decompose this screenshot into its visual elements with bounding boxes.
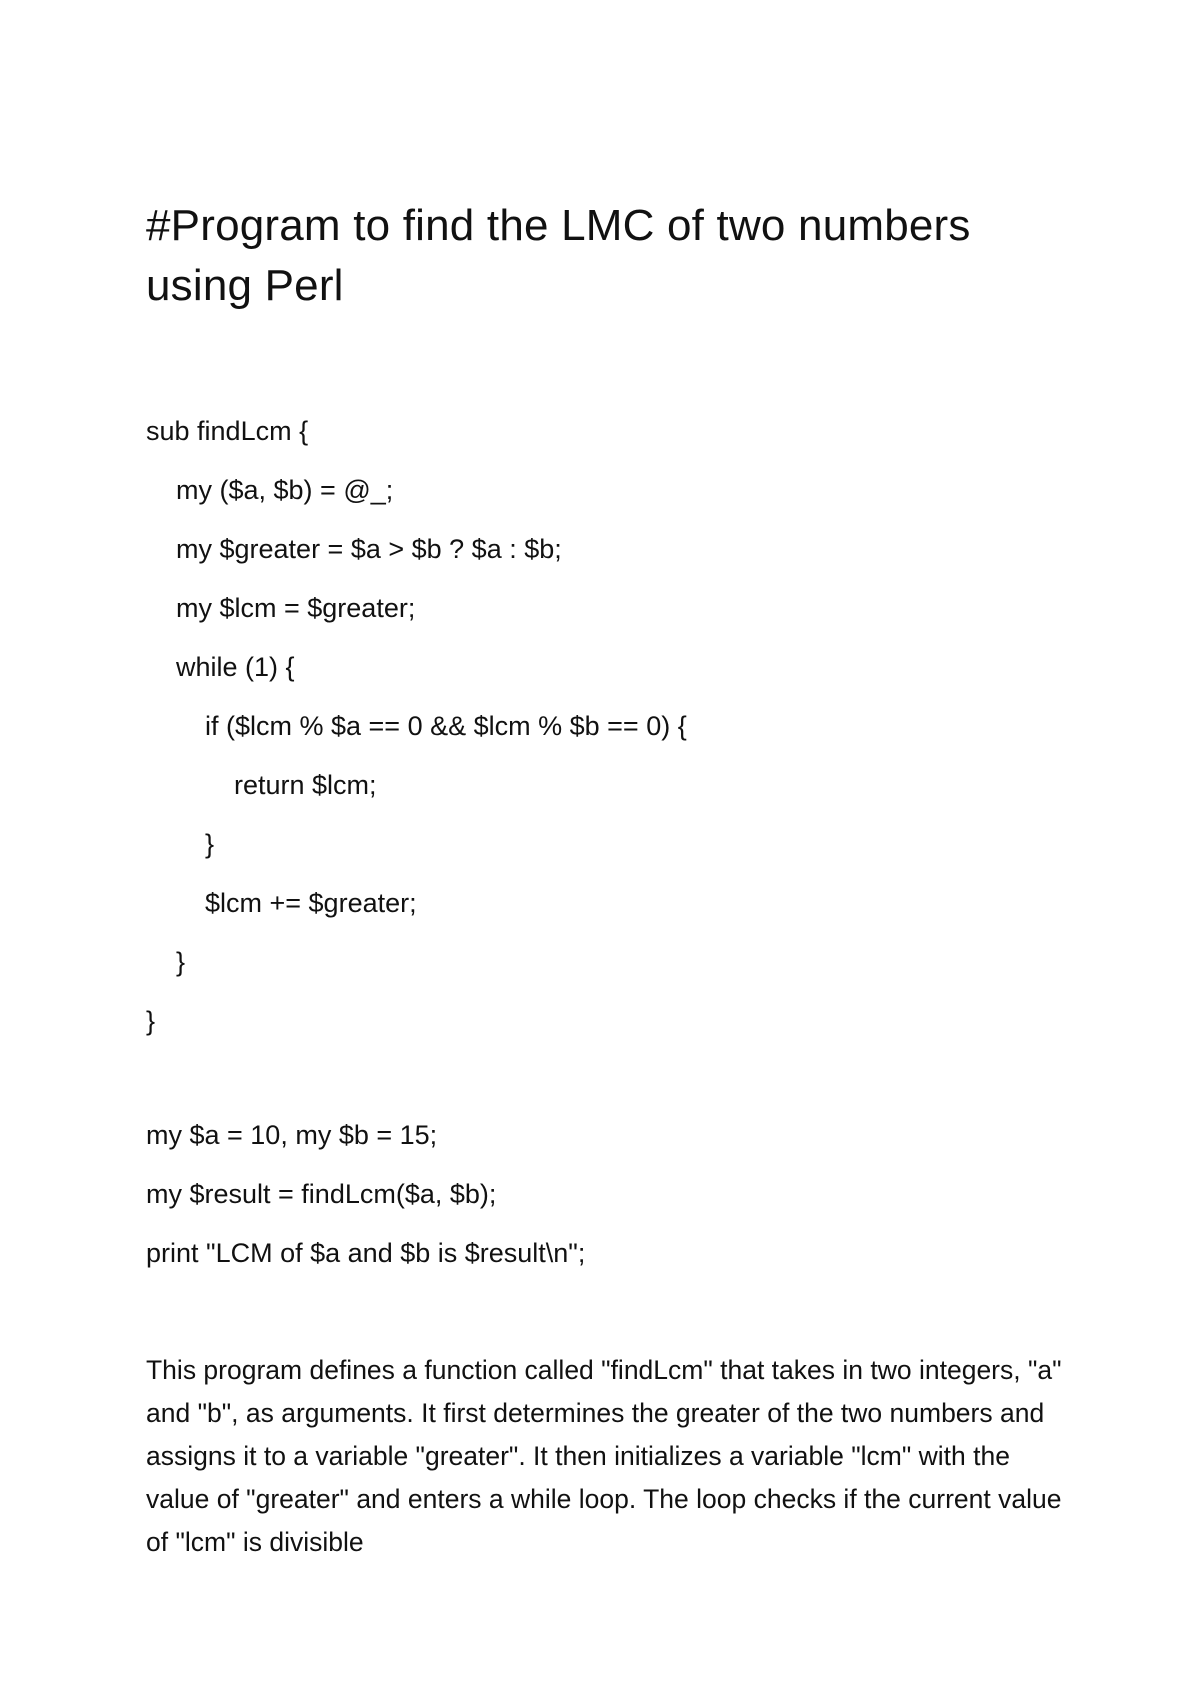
code-line: return $lcm;: [234, 770, 377, 800]
code-block: [146, 402, 1106, 1051]
usage-code-block: [146, 1106, 1106, 1283]
description-paragraph: This program defines a function called "findLcm" that takes in two integers, "a" and "b", as arguments. It first determines the greater of the two numbers and assigns it to a variable "greater". It then initializes a variable "lcm" with the value of "greater" and enters a while loop. The loop checks if the current value of "lcm" is divisible: [146, 1355, 1062, 1557]
code-line: }: [176, 947, 186, 977]
code-line: while (1) {: [176, 652, 295, 682]
code-line: if ($lcm % $a == 0 && $lcm % $b == 0) {: [205, 711, 687, 741]
code-line: my $lcm = $greater;: [176, 593, 416, 623]
code-line: my $a = 10, my $b = 15;: [146, 1120, 438, 1150]
code-line: $lcm += $greater;: [205, 888, 417, 918]
code-line: my $result = findLcm($a, $b);: [146, 1179, 497, 1209]
code-line: sub findLcm {: [146, 416, 309, 446]
code-line: my ($a, $b) = @_;: [176, 475, 394, 505]
code-line: }: [146, 1006, 156, 1036]
document-title: #Program to find the LMC of two numbers using Perl: [146, 201, 971, 310]
code-line: print "LCM of $a and $b is $result\n";: [146, 1238, 586, 1268]
code-line: my $greater = $a > $b ? $a : $b;: [176, 534, 562, 564]
code-line: }: [205, 829, 215, 859]
